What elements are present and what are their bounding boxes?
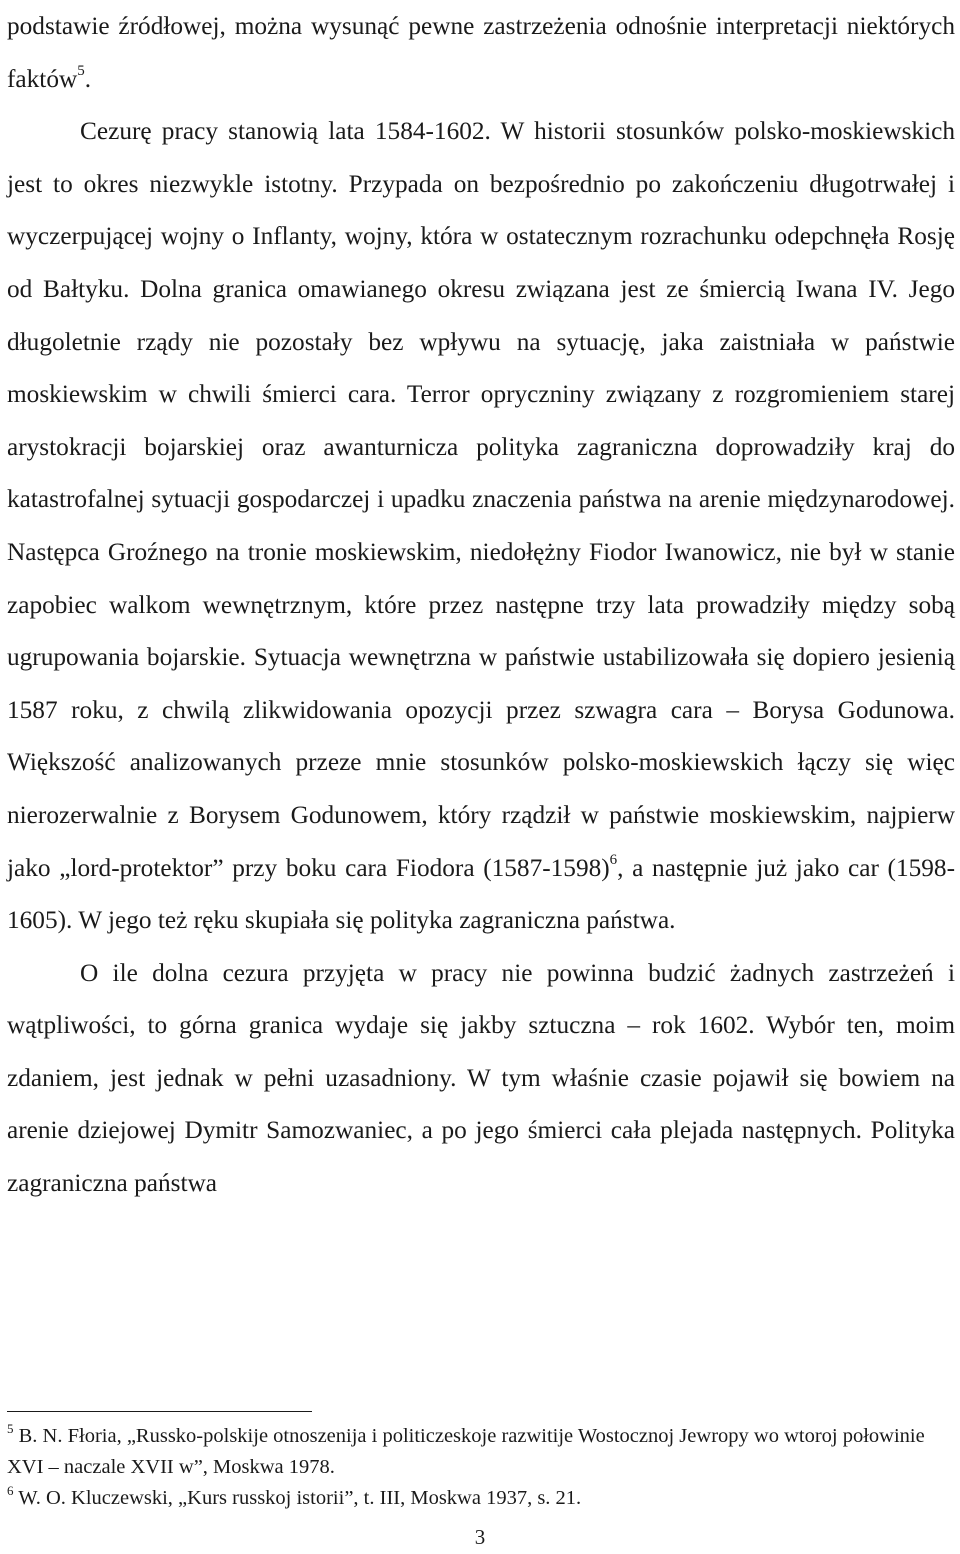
paragraph-3	[7, 947, 955, 1210]
paragraph-1	[7, 0, 955, 105]
document-page	[7, 0, 955, 1210]
paragraph-2	[7, 105, 955, 947]
footnote-ref-5: 5	[77, 63, 85, 80]
paragraph-3-text: O ile dolna cezura przyjęta w pracy nie powinna budzić żadnych zastrzeżeń i wątpliwości, to górna granica wydaje się jakby sztuczna – rok 1602. Wybór ten, moim zdaniem, jest jednak w pełni uzasadniony. W tym właśnie czasie pojawił się bowiem na arenie dziejowej Dymitr Samozwaniec, a po jego śmierci cała plejada następnych. Polityka zagraniczna państwa	[7, 958, 955, 1198]
paragraph-1-end: .	[84, 64, 92, 93]
footnote-ref-6: 6	[609, 852, 618, 869]
footnote-text-5: B. N. Fłoria, „Russko-polskije otnoszenija i politiczeskoje razwitije Wostocznoj Jewropy wo wtoroj połowinie XVI – naczale XVII w”, Moskwa 1978.	[7, 1425, 925, 1478]
footnote-5	[7, 1421, 955, 1483]
page-number: 3	[474, 1525, 486, 1549]
paragraph-1-text: podstawie źródłowej, można wysunąć pewne zastrzeżenia odnośnie interpretacji niektórych faktów	[7, 12, 955, 93]
paragraph-2-text: Cezurę pracy stanowią lata 1584-1602. W historii stosunków polsko-moskiewskich jest to okres niezwykle istotny. Przypada on bezpośrednio po zakończeniu długotrwałej i wyczerpującej wojny o Inflanty, wojny, która w ostatecznym rozrachunku odepchnęła Rosję od Bałtyku. Dolna granica omawianego okresu związana jest ze śmiercią Iwana IV. Jego długoletnie rządy nie pozostały bez wpływu na sytuację, jaka zaistniała w państwie moskiewskim w chwili śmierci cara. Terror opryczniny związany z rozgromieniem starej arystokracji bojarskiej oraz awanturnicza polityka zagraniczna doprowadziły kraj do katastrofalnej sytuacji gospodarczej i upadku znaczenia państwa na arenie międzynarodowej. Następca Groźnego na tronie moskiewskim, niedołężny Fiodor Iwanowicz, nie był w stanie zapobiec walkom wewnętrznym, które przez następne trzy lata prowadziły między sobą ugrupowania bojarskie. Sytuacja wewnętrzna w państwie ustabilizowała się dopiero jesienią 1587 roku, z chwilą zlikwidowania opozycji przez szwagra cara – Borysa Godunowa. Większość analizowanych przeze mnie stosunków polsko-moskiewskich łączy się więc nierozerwalnie z Borysem Godunowem, który rządził w państwie moskiewskim, najpierw jako „lord-protektor” przy boku cara Fiodora (1587-1598)	[7, 117, 955, 882]
paragraph-2-end: , a następnie już jako car (1598-1605). W jego też ręku skupiała się polityka zagraniczna państwa.	[7, 853, 955, 935]
footnote-separator	[7, 1411, 312, 1412]
footnotes	[7, 1421, 955, 1514]
footnote-number-6: 6	[7, 1483, 14, 1499]
body-text	[7, 0, 955, 1210]
footnote-number-5: 5	[7, 1421, 14, 1437]
footnote-text-6: W. O. Kluczewski, „Kurs russkoj istorii”, t. III, Moskwa 1937, s. 21.	[13, 1487, 582, 1509]
footnote-6	[7, 1483, 955, 1514]
